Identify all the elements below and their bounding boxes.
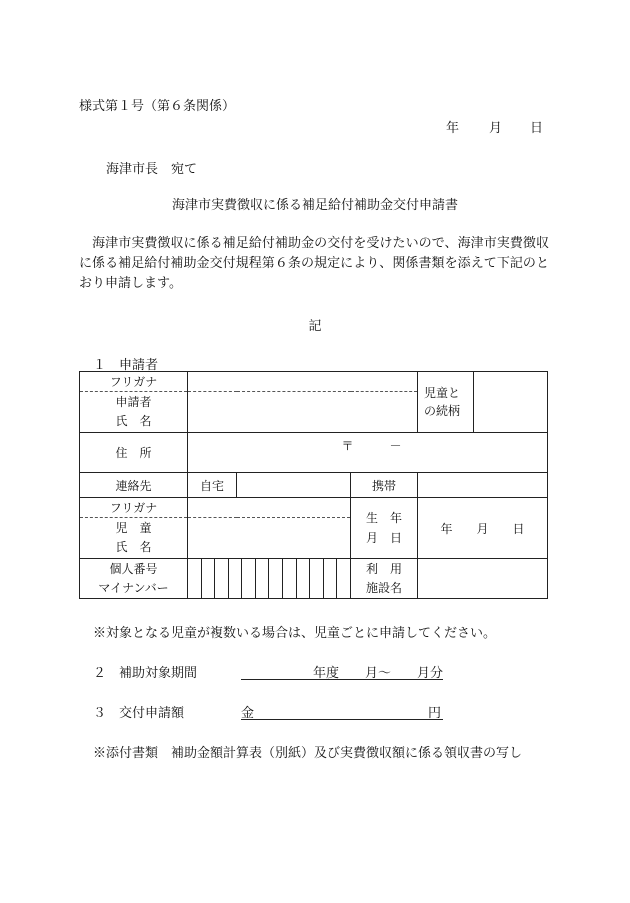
note-attachments: ※添付書類 補助金額計算表（別紙）及び実費徴収額に係る領収書の写し [93,746,523,761]
applicant-label-1: 申請者 [115,395,152,409]
birth-label [351,498,418,559]
ki-marker: 記 [308,319,322,334]
facility-label-1: 利 用 [366,561,403,576]
birth-label-2: 月 日 [366,531,403,545]
date-year: 年 [446,121,460,136]
amount-field[interactable] [241,702,443,720]
facility-field[interactable] [418,559,548,599]
id-number-field[interactable] [188,559,351,599]
id-label-2: マイナンバー [98,580,169,595]
child-label-2: 氏 名 [115,540,152,554]
facility-label-2: 施設名 [366,580,403,595]
amount-suffix: 円 [427,706,441,721]
furigana-label: フリガナ [80,372,188,392]
note-multiple-children: ※対象となる児童が複数いる場合は、児童ごとに申請してください。 [93,626,497,641]
period-value: 年度 月～ 月分 [312,666,443,681]
period-field[interactable] [241,662,443,680]
applicant-table [79,371,548,599]
form-number: 様式第１号（第６条関係） [79,99,236,114]
birth-label-1: 生 年 [366,511,403,525]
relation-label-2: の続柄 [424,404,461,418]
address-label: 住 所 [80,433,188,473]
amount-prefix: 金 [241,706,255,721]
date-day: 日 [530,121,544,136]
section3-label: ３ 交付申請額 [93,706,185,721]
home-phone-field[interactable] [237,473,351,498]
date-month: 月 [489,121,503,136]
applicant-name-label [80,392,188,433]
id-digit-boxes [188,559,350,598]
applicant-name-field[interactable] [188,392,418,433]
body-text [79,234,549,294]
id-label-1: 個人番号 [109,561,158,576]
home-label: 自宅 [188,473,237,498]
child-name-label [80,518,188,559]
facility-label [351,559,418,599]
section1-heading: １ 申請者 [93,358,159,373]
date-line [446,117,543,136]
mobile-label: 携帯 [351,473,418,498]
section2-label: ２ 補助対象期間 [93,666,198,681]
furigana-field[interactable] [188,372,418,392]
child-furigana-field[interactable] [188,498,351,518]
child-furigana-label: フリガナ [80,498,188,518]
address-field[interactable] [188,433,548,473]
contact-label: 連絡先 [80,473,188,498]
postal-mark: 〒 － [341,439,402,453]
child-name-field[interactable] [188,518,351,559]
document-title: 海津市実費徴収に係る補足給付補助金交付申請書 [171,198,458,213]
relation-label-1: 児童と [424,386,461,400]
id-number-label [80,559,188,599]
birth-field[interactable]: 年 月 日 [418,498,548,559]
relation-label [418,372,474,433]
mobile-phone-field[interactable] [418,473,548,498]
applicant-label-2: 氏 名 [115,414,152,428]
addressee: 海津市長 宛て [106,162,198,177]
relation-field[interactable] [474,372,548,433]
child-label-1: 児 童 [115,521,152,535]
body-paragraph: 海津市実費徴収に係る補足給付補助金の交付を受けたいので、海津市実費徴収に係る補足給付補助金交付規程第６条の規定により、関係書類を添えて下記のとおり申請します。 [79,236,549,291]
